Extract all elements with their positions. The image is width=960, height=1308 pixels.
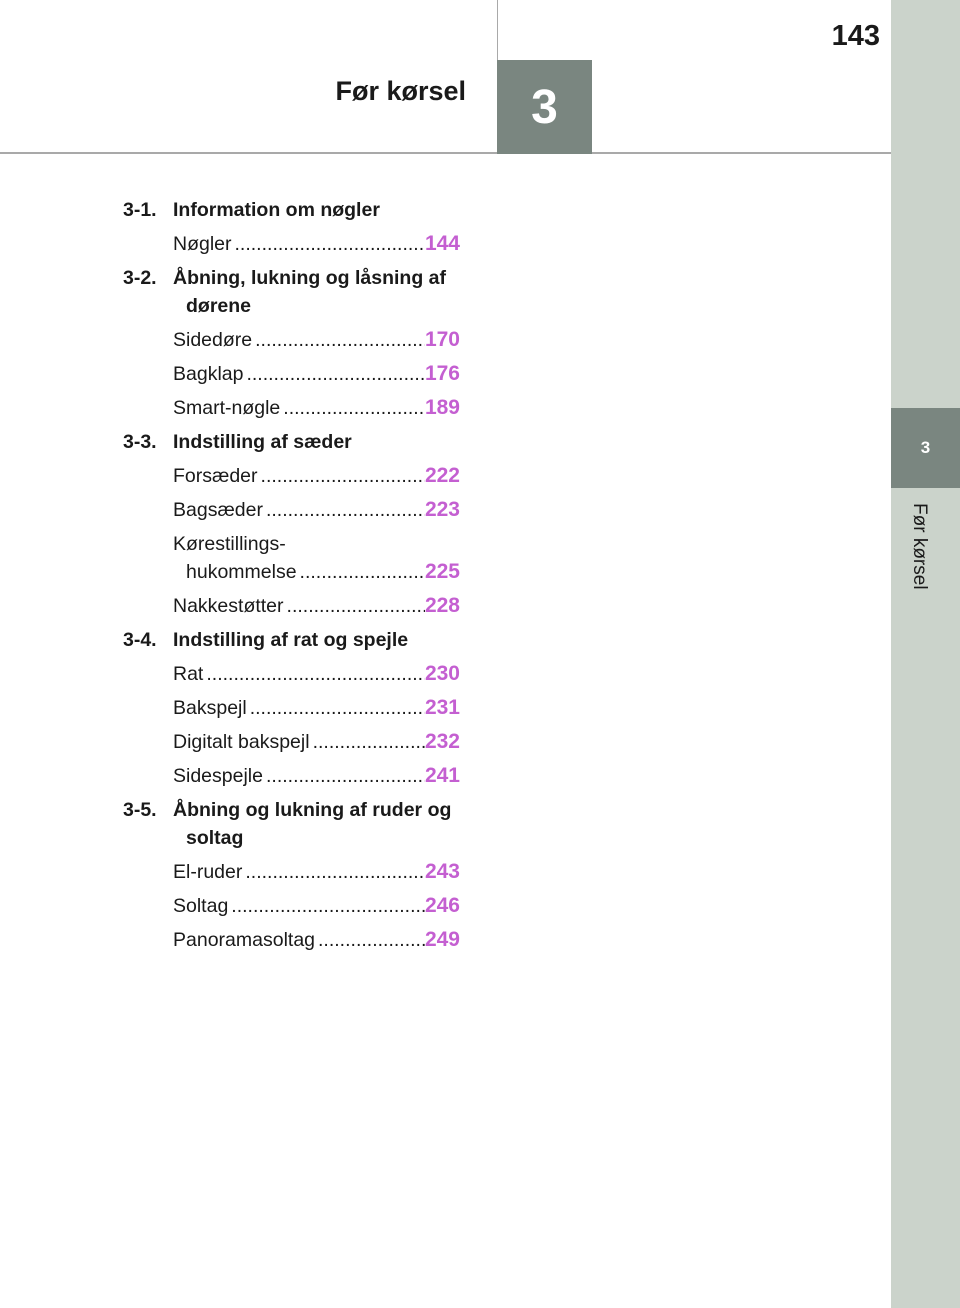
- entry-page-number[interactable]: 232: [424, 730, 460, 753]
- entry-page-number[interactable]: 246: [424, 894, 460, 917]
- entry-title: Sidespejle: [173, 765, 263, 787]
- toc-entry-link[interactable]: [173, 230, 460, 258]
- dot-leader: [242, 858, 425, 886]
- section-title: Information om nøgler: [173, 199, 380, 221]
- dot-leader: [258, 462, 425, 490]
- dot-leader: [263, 496, 425, 524]
- dot-leader: [297, 558, 425, 586]
- entry-title: Bagklap: [173, 363, 244, 385]
- toc-section-heading: [123, 428, 468, 456]
- toc-entry-link[interactable]: [173, 496, 460, 524]
- toc-section-heading: [123, 626, 468, 654]
- entry-page-number[interactable]: 230: [424, 662, 460, 685]
- entry-title: Kørestillings- hukommelse: [173, 533, 297, 583]
- sidebar-chapter-label: Før kørsel: [909, 503, 930, 590]
- entry-page-number[interactable]: 223: [424, 498, 460, 521]
- header-divider-horizontal: [0, 152, 891, 154]
- toc-section-heading: [123, 796, 468, 852]
- entry-title: Bakspejl: [173, 697, 247, 719]
- entry-title: Nakkestøtter: [173, 595, 284, 617]
- toc-section-heading: [123, 196, 468, 224]
- dot-leader: [315, 926, 425, 954]
- entry-page-number[interactable]: 249: [424, 928, 460, 951]
- section-title: Indstilling af sæder: [173, 431, 352, 453]
- entry-title: El-ruder: [173, 861, 243, 883]
- toc-entry-link[interactable]: [173, 762, 460, 790]
- entry-page-number[interactable]: 144: [424, 232, 460, 255]
- entry-page-number[interactable]: 225: [424, 560, 460, 583]
- section-title: Åbning, lukning og låsning af dørene: [173, 267, 446, 317]
- entry-page-number[interactable]: 241: [424, 764, 460, 787]
- section-number: 3-4.: [123, 629, 157, 651]
- chapter-title: Før kørsel: [335, 76, 466, 106]
- entry-page-number[interactable]: 243: [424, 860, 460, 883]
- header-divider-vertical: [497, 0, 498, 60]
- sidebar-chapter-label-container: [908, 503, 928, 633]
- toc-entry-link[interactable]: [173, 728, 460, 756]
- entry-title: Digitalt bakspejl: [173, 731, 310, 753]
- entry-title: Bagsæder: [173, 499, 263, 521]
- entry-page-number[interactable]: 170: [424, 328, 460, 351]
- dot-leader: [243, 360, 424, 388]
- toc-entry-link[interactable]: [173, 360, 460, 388]
- entry-page-number[interactable]: 189: [424, 396, 460, 419]
- section-number: 3-5.: [123, 799, 157, 821]
- entry-page-number[interactable]: 222: [424, 464, 460, 487]
- dot-leader: [284, 592, 425, 620]
- dot-leader: [310, 728, 425, 756]
- table-of-contents: [123, 196, 468, 960]
- entry-title: Smart-nøgle: [173, 397, 281, 419]
- chapter-thumb-number: 3: [920, 438, 931, 457]
- entry-title: Panoramasoltag: [173, 929, 316, 951]
- entry-title: Forsæder: [173, 465, 258, 487]
- entry-title: Rat: [173, 663, 204, 685]
- dot-leader: [252, 326, 425, 354]
- page-number: 143: [831, 20, 880, 52]
- section-title: Indstilling af rat og spejle: [173, 629, 409, 651]
- entry-title: Nøgler: [173, 233, 232, 255]
- toc-entry-link[interactable]: [173, 326, 460, 354]
- toc-entry-link[interactable]: [173, 394, 460, 422]
- entry-page-number[interactable]: 228: [424, 594, 460, 617]
- toc-entry-link[interactable]: [173, 892, 460, 920]
- dot-leader: [247, 694, 425, 722]
- dot-leader: [232, 230, 425, 258]
- toc-section-heading: [123, 264, 468, 320]
- dot-leader: [228, 892, 425, 920]
- entry-page-number[interactable]: 176: [424, 362, 460, 385]
- section-number: 3-1.: [123, 199, 157, 221]
- section-title: Åbning og lukning af ruder og soltag: [173, 799, 452, 849]
- toc-entry-link[interactable]: [173, 530, 460, 586]
- chapter-number: 3: [531, 80, 558, 134]
- toc-entry-link[interactable]: [173, 858, 460, 886]
- toc-entry-link[interactable]: [173, 592, 460, 620]
- entry-title: Sidedøre: [173, 329, 253, 351]
- toc-entry-link[interactable]: [173, 462, 460, 490]
- section-number: 3-3.: [123, 431, 157, 453]
- section-number: 3-2.: [123, 267, 157, 289]
- dot-leader: [203, 660, 425, 688]
- toc-entry-link[interactable]: [173, 660, 460, 688]
- toc-entry-link[interactable]: [173, 926, 460, 954]
- toc-entry-link[interactable]: [173, 694, 460, 722]
- dot-leader: [280, 394, 425, 422]
- entry-title: Soltag: [173, 895, 229, 917]
- dot-leader: [263, 762, 425, 790]
- entry-page-number[interactable]: 231: [424, 696, 460, 719]
- chapter-number-box: [497, 60, 592, 154]
- side-thumb-index: [891, 0, 960, 1308]
- chapter-thumb-tab[interactable]: [891, 408, 960, 488]
